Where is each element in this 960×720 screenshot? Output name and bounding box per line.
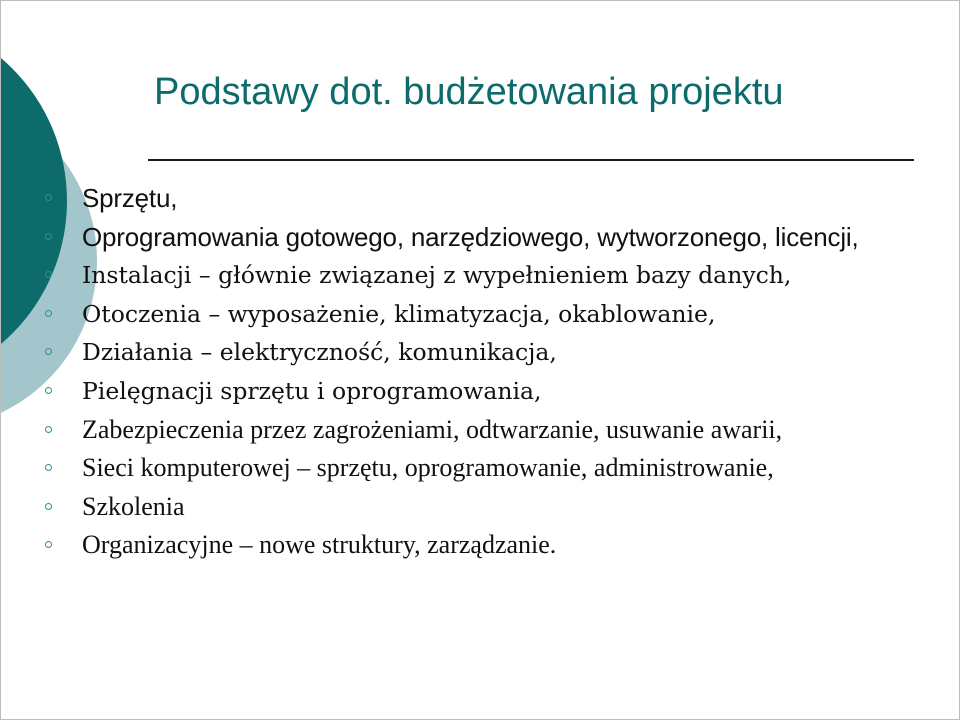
bullet-circle-icon xyxy=(45,271,52,278)
bullet-text: Sprzętu, xyxy=(82,183,178,213)
list-item xyxy=(1,218,960,257)
bullet-circle-icon xyxy=(45,348,52,355)
bullet-text: Organizacyjne – nowe struktury, zarządzanie. xyxy=(82,530,557,560)
bullet-text: Sieci komputerowej – sprzętu, oprogramowanie, administrowanie, xyxy=(82,453,774,483)
bullet-text: Działania – elektryczność, komunikacja, xyxy=(82,338,557,367)
list-item xyxy=(1,411,960,450)
bullet-circle-icon xyxy=(45,310,52,317)
bullet-text: Oprogramowania gotowego, narzędziowego, wytworzonego, licencji, xyxy=(82,221,859,252)
bullet-list xyxy=(1,179,960,565)
title-underline xyxy=(148,159,914,161)
bullet-circle-icon xyxy=(45,387,52,394)
bullet-text: Zabezpieczenia przez zagrożeniami, odtwarzanie, usuwanie awarii, xyxy=(82,414,783,444)
bullet-circle-icon xyxy=(45,503,52,510)
bullet-text: Instalacji – głównie związanej z wypełnieniem bazy danych, xyxy=(82,261,792,290)
bullet-circle-icon xyxy=(45,426,52,433)
list-item xyxy=(1,179,960,218)
list-item xyxy=(1,488,960,527)
list-item xyxy=(1,449,960,488)
slide-title: Podstawy dot. budżetowania projektu xyxy=(154,71,784,113)
bullet-circle-icon xyxy=(45,194,52,201)
bullet-circle-icon xyxy=(45,233,52,240)
list-item xyxy=(1,333,960,372)
bullet-text: Otoczenia – wyposażenie, klimatyzacja, okablowanie, xyxy=(82,299,716,328)
bullet-text: Pielęgnacji sprzętu i oprogramowania, xyxy=(82,376,542,405)
list-item xyxy=(1,295,960,334)
list-item xyxy=(1,526,960,565)
bullet-circle-icon xyxy=(45,541,52,548)
bullet-text: Szkolenia xyxy=(82,491,185,521)
bullet-circle-icon xyxy=(45,464,52,471)
list-item xyxy=(1,372,960,411)
list-item xyxy=(1,256,960,295)
